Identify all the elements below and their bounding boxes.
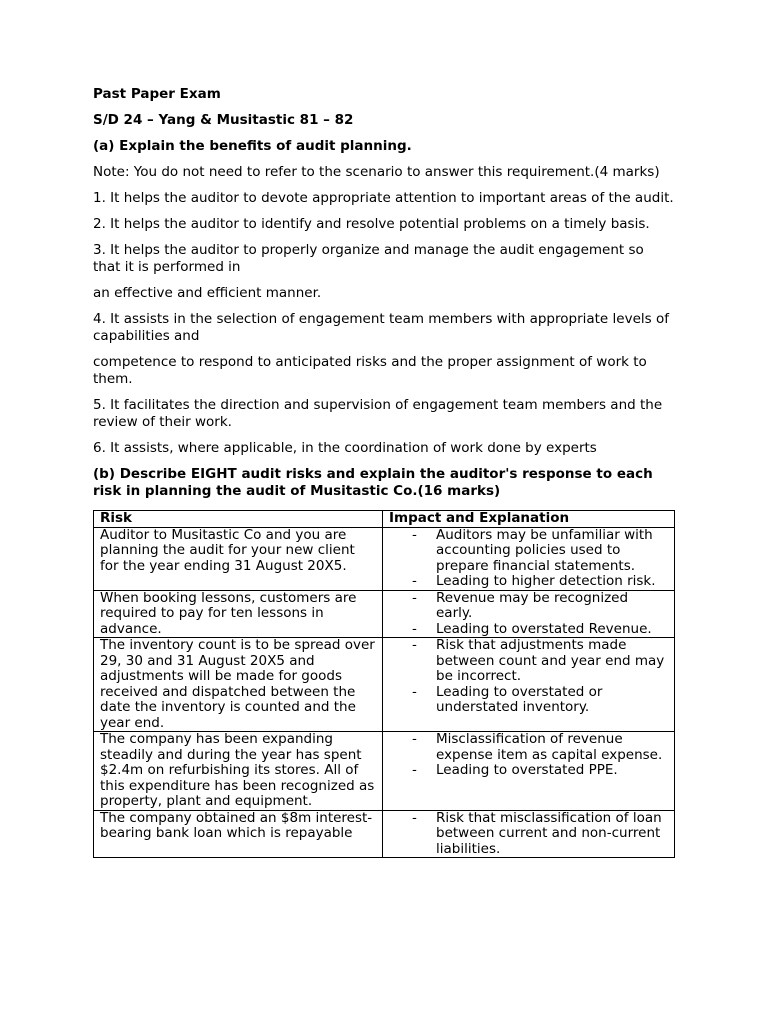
doc-title: Past Paper Exam [93,86,221,102]
paragraph: 3. It helps the auditor to properly organize and manage the audit engagement so that it is performed in [93,242,644,275]
impact-cell [383,810,675,858]
doc-subtitle: S/D 24 – Yang & Musitastic 81 – 82 [93,112,354,128]
paragraph: 1. It helps the auditor to devote appropriate attention to important areas of the audit. [93,190,674,206]
impact-item: - Misclassification of revenue expense item as capital expense. [389,732,668,763]
table-header-row [94,511,675,528]
impact-item: - Risk that misclassification of loan between current and non-current liabilities. [389,811,668,858]
risk-cell: When booking lessons, customers are required to pay for ten lessons in advance. [94,590,383,638]
impact-item: - Auditors may be unfamiliar with accounting policies used to prepare financial statements. [389,528,668,575]
table-row [94,638,675,732]
risk-cell: The company obtained an $8m interest-bearing bank loan which is repayable [94,810,383,858]
impact-cell [383,590,675,638]
paragraph: an effective and efficient manner. [93,285,322,301]
table-row [94,590,675,638]
impact-cell [383,527,675,590]
document-page [93,86,675,858]
part-a-note: Note: You do not need to refer to the scenario to answer this requirement.(4 marks) [93,164,660,180]
risk-cell: The inventory count is to be spread over 29, 30 and 31 August 20X5 and adjustments will be made for goods received and dispatched between the date the inventory is counted and the year end. [94,638,383,732]
table-row [94,732,675,811]
part-b-heading: (b) Describe EIGHT audit risks and explain the auditor's response to each risk in planning the audit of Musitastic Co.(16 marks) [93,466,653,499]
paragraph: 2. It helps the auditor to identify and resolve potential problems on a timely basis. [93,216,650,232]
impact-item: - Revenue may be recognized early. [389,591,668,622]
impact-item: - Leading to overstated PPE. [389,763,668,779]
risk-cell: The company has been expanding steadily and during the year has spent $2.4m on refurbishing its stores. All of this expenditure has been recognized as property, plant and equipment. [94,732,383,811]
part-a-heading: (a) Explain the benefits of audit planning. [93,138,412,154]
column-header-risk: Risk [94,511,383,528]
paragraph: 6. It assists, where applicable, in the coordination of work done by experts [93,440,597,456]
paragraph: 5. It facilitates the direction and supervision of engagement team members and the review of their work. [93,397,663,430]
impact-cell [383,732,675,811]
column-header-impact: Impact and Explanation [383,511,675,528]
impact-cell [383,638,675,732]
paragraph: competence to respond to anticipated risks and the proper assignment of work to them. [93,354,647,387]
impact-item: - Leading to overstated Revenue. [389,622,668,638]
table-row [94,810,675,858]
impact-item: - Leading to higher detection risk. [389,574,668,590]
risk-table [93,510,675,858]
paragraph: 4. It assists in the selection of engagement team members with appropriate levels of capabilities and [93,311,669,344]
table-row [94,527,675,590]
impact-item: - Risk that adjustments made between count and year end may be incorrect. [389,638,668,685]
risk-cell: Auditor to Musitastic Co and you are planning the audit for your new client for the year ending 31 August 20X5. [94,527,383,590]
impact-item: - Leading to overstated or understated inventory. [389,685,668,716]
